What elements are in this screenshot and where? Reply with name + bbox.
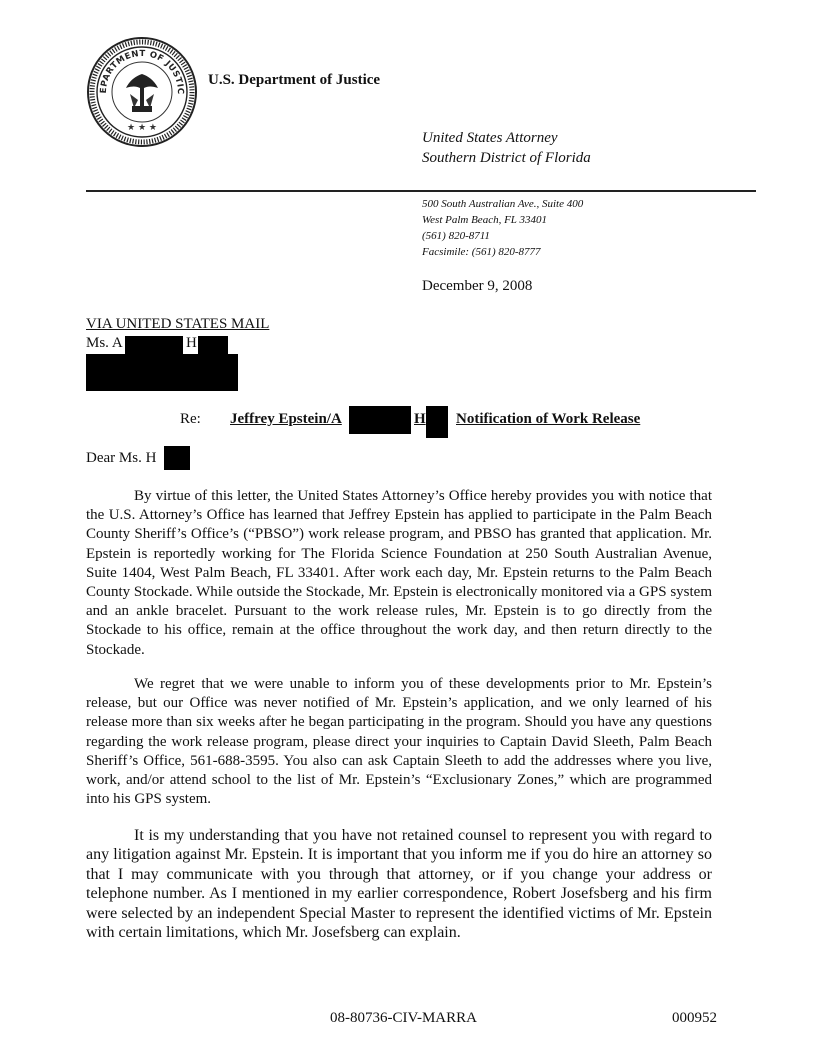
re-initial: H — [414, 411, 426, 427]
redaction-block-address — [86, 354, 238, 391]
re-label: Re: — [180, 411, 201, 427]
address-phone: (561) 820-8711 — [422, 230, 490, 242]
salutation: Dear Ms. H — [86, 450, 157, 466]
agency-name: U.S. Department of Justice — [208, 72, 381, 88]
redaction-block — [198, 336, 228, 356]
body-paragraph-2: We regret that we were unable to inform you of these developments prior to Mr. Epstein’s release, but our Office was never notified of Mr. Epstein’s application, and we only learned of his release more than six weeks after he began participating in the program. Should you have any questions regarding the work release program, please direct your inquiries to Captain David Sleeth, Palm Beach Sheriff’s Office, 561-688-3595. You also can ask Captain Sleeth to add the addresses where you live, work, and/or attend school to the list of Mr. Epstein’s “Exclusionary Zones,” which are programmed into his GPS system. — [86, 676, 712, 808]
seal-text: EPARTMENT OF JUSTIC — [98, 48, 186, 95]
body-paragraph-3: It is my understanding that you have not retained counsel to represent you with regard to any litigation against Mr. Epstein. It is important that you inform me if you do hire an attorney so that I may communicate with you through that attorney, or if you change your address or telephone number. As I mentioned in my earlier correspondence, Robert Josefsberg and his firm were selected by an independent Special Master to represent the identified victims of Mr. Epstein with certain limitations, which Mr. Josefsberg can explain. — [86, 827, 712, 942]
office-address — [422, 196, 583, 260]
re-subject: Notification of Work Release — [456, 411, 641, 427]
bates-number: 000952 — [672, 1010, 717, 1026]
delivery-method: VIA UNITED STATES MAIL — [86, 316, 270, 332]
office-block — [422, 128, 591, 168]
office-district: Southern District of Florida — [422, 150, 591, 166]
redaction-block — [426, 406, 448, 438]
office-title: United States Attorney — [422, 130, 558, 146]
letter-date: December 9, 2008 — [422, 278, 533, 294]
address-fax: Facsimile: (561) 820-8777 — [422, 246, 541, 258]
recipient-name-line — [86, 335, 123, 352]
redaction-block — [164, 446, 190, 470]
svg-text:★ ★ ★: ★ ★ ★ — [127, 123, 157, 133]
body-paragraph-1: By virtue of this letter, the United States Attorney’s Office hereby provides you with notice that the U.S. Attorney’s Office has learned that Jeffrey Epstein has applied to participate in the Palm Beach County Sheriff’s Office’s (“PBSO”) work release program, and PBSO has granted that application. Mr. Epstein is reportedly working for The Florida Science Foundation at 250 South Australian Avenue, Suite 1404, West Palm Beach, FL 33401. After work each day, Mr. Epstein returns to the Palm Beach County Stockade. While outside the Stockade, Mr. Epstein is electronically monitored via a GPS system and an ankle bracelet. Pursuant to the work release rules, Mr. Epstein is to go directly from the Stockade to his office, remain at the office throughout the work day, and then return directly to the Stockade. — [86, 488, 712, 658]
address-city: West Palm Beach, FL 33401 — [422, 214, 547, 226]
address-street: 500 South Australian Ave., Suite 400 — [422, 198, 584, 210]
recipient-prefix: Ms. A — [86, 335, 123, 351]
doj-seal — [86, 36, 198, 148]
redaction-block — [125, 336, 183, 356]
header-divider — [86, 190, 756, 192]
redaction-block — [349, 406, 411, 434]
re-name: Jeffrey Epstein/A — [230, 411, 342, 427]
case-number: 08-80736-CIV-MARRA — [330, 1010, 477, 1026]
recipient-initial: H — [186, 335, 197, 351]
doj-seal-icon — [86, 36, 198, 148]
